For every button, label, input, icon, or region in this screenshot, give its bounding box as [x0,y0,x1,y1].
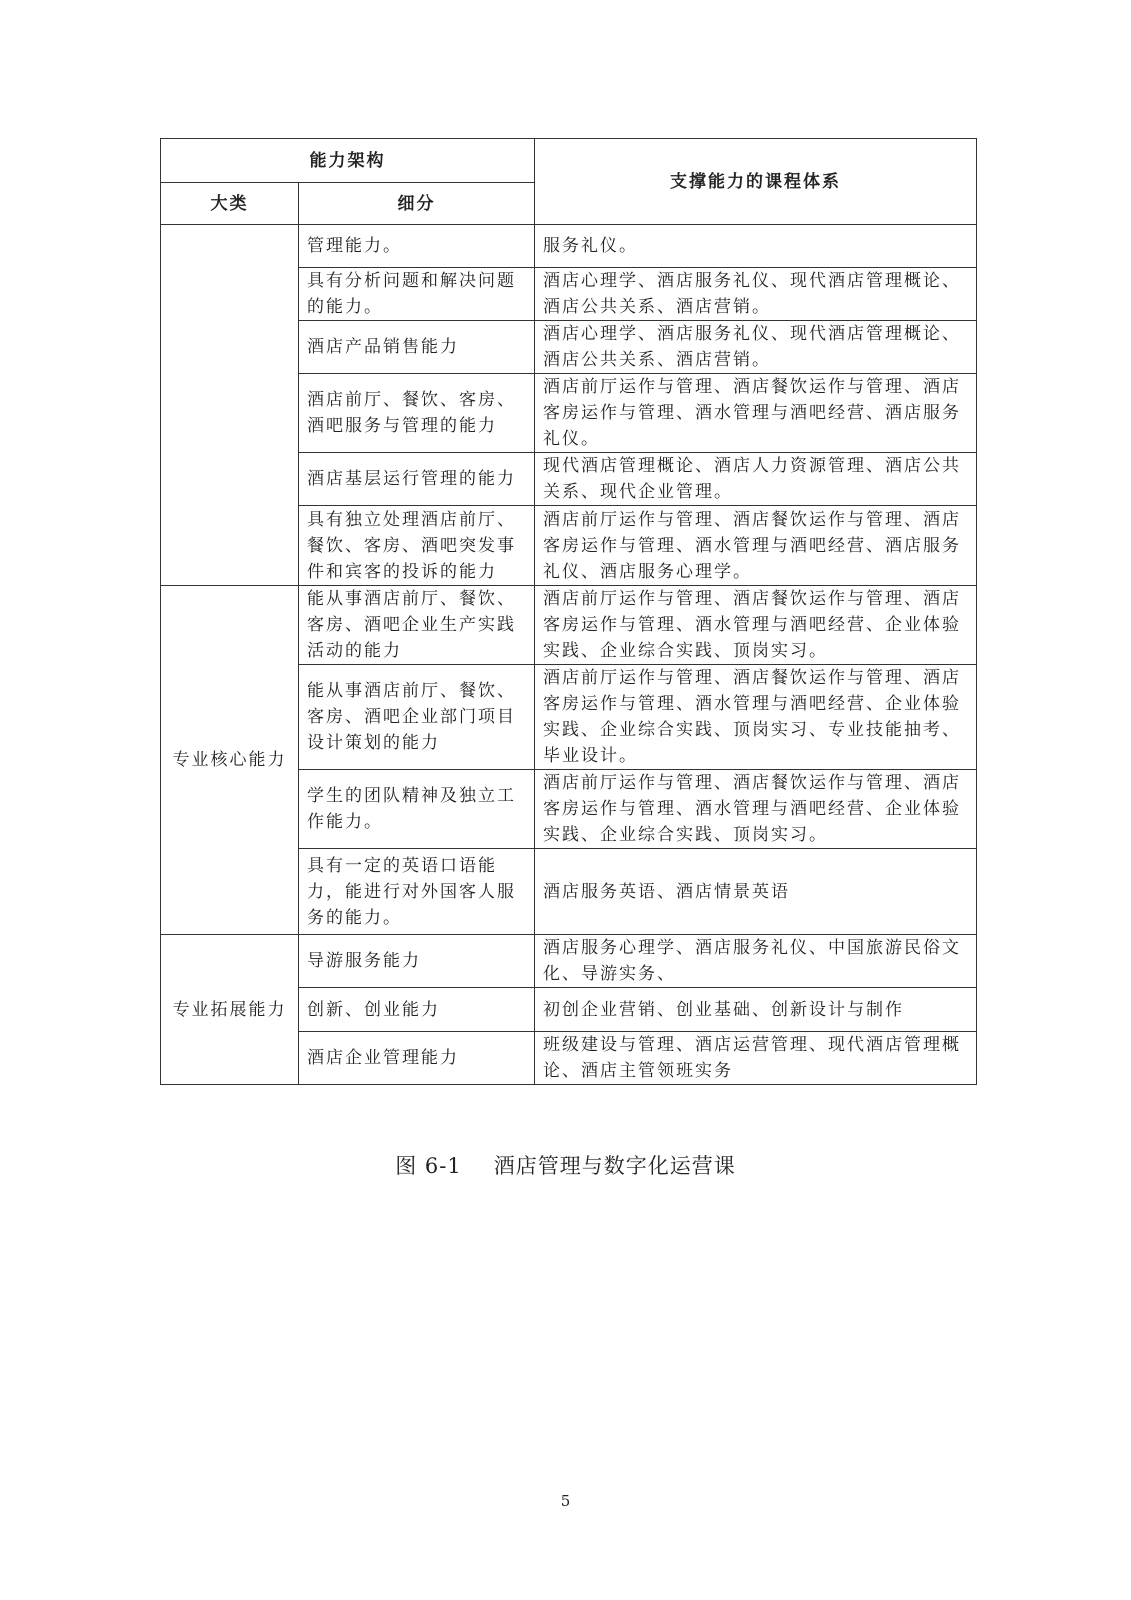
subdivision-cell: 具有独立处理酒店前厅、餐饮、客房、酒吧突发事件和宾客的投诉的能力 [299,506,535,586]
courses-cell: 酒店前厅运作与管理、酒店餐饮运作与管理、酒店客房运作与管理、酒水管理与酒吧经营、企业体验实践、企业综合实践、顶岗实习。 [535,770,977,849]
courses-cell: 酒店心理学、酒店服务礼仪、现代酒店管理概论、酒店公共关系、酒店营销。 [535,268,977,321]
subdivision-cell: 能从事酒店前厅、餐饮、客房、酒吧企业生产实践活动的能力 [299,586,535,665]
subdivision-cell: 创新、创业能力 [299,988,535,1032]
courses-cell: 酒店前厅运作与管理、酒店餐饮运作与管理、酒店客房运作与管理、酒水管理与酒吧经营、企业体验实践、企业综合实践、顶岗实习。 [535,586,977,665]
page-number: 5 [560,1492,571,1510]
courses-cell: 酒店心理学、酒店服务礼仪、现代酒店管理概论、酒店公共关系、酒店营销。 [535,321,977,374]
table-row [161,935,977,988]
subdivision-cell: 酒店产品销售能力 [299,321,535,374]
courses-cell: 酒店服务英语、酒店情景英语 [535,849,977,935]
category-cell [161,225,299,586]
category-cell: 专业拓展能力 [161,935,299,1085]
courses-cell: 酒店前厅运作与管理、酒店餐饮运作与管理、酒店客房运作与管理、酒水管理与酒吧经营、酒店服务礼仪。 [535,374,977,453]
figure-label: 图 6-1 [395,1154,462,1178]
header-subdivision: 细分 [299,183,535,225]
capability-table-container [160,138,976,1085]
subdivision-cell: 学生的团队精神及独立工作能力。 [299,770,535,849]
courses-cell: 酒店前厅运作与管理、酒店餐饮运作与管理、酒店客房运作与管理、酒水管理与酒吧经营、酒店服务礼仪、酒店服务心理学。 [535,506,977,586]
header-capability-framework: 能力架构 [161,139,535,183]
figure-caption [0,1150,1131,1180]
courses-cell: 初创企业营销、创业基础、创新设计与制作 [535,988,977,1032]
subdivision-cell: 具有分析问题和解决问题的能力。 [299,268,535,321]
courses-cell: 现代酒店管理概论、酒店人力资源管理、酒店公共关系、现代企业管理。 [535,453,977,506]
subdivision-cell: 酒店企业管理能力 [299,1032,535,1085]
courses-cell: 酒店前厅运作与管理、酒店餐饮运作与管理、酒店客房运作与管理、酒水管理与酒吧经营、企业体验实践、企业综合实践、顶岗实习、专业技能抽考、毕业设计。 [535,665,977,770]
category-cell: 专业核心能力 [161,586,299,935]
header-category: 大类 [161,183,299,225]
courses-cell: 酒店服务心理学、酒店服务礼仪、中国旅游民俗文化、导游实务、 [535,935,977,988]
header-supporting-courses: 支撑能力的课程体系 [535,139,977,225]
courses-cell: 班级建设与管理、酒店运营管理、现代酒店管理概论、酒店主管领班实务 [535,1032,977,1085]
table-row [161,586,977,665]
table-row [161,225,977,268]
subdivision-cell: 能从事酒店前厅、餐饮、客房、酒吧企业部门项目设计策划的能力 [299,665,535,770]
subdivision-cell: 酒店前厅、餐饮、客房、酒吧服务与管理的能力 [299,374,535,453]
figure-title: 酒店管理与数字化运营课 [493,1154,736,1178]
subdivision-cell: 导游服务能力 [299,935,535,988]
subdivision-cell: 酒店基层运行管理的能力 [299,453,535,506]
subdivision-cell: 管理能力。 [299,225,535,268]
subdivision-cell: 具有一定的英语口语能力，能进行对外国客人服务的能力。 [299,849,535,935]
capability-table [160,138,977,1085]
courses-cell: 服务礼仪。 [535,225,977,268]
